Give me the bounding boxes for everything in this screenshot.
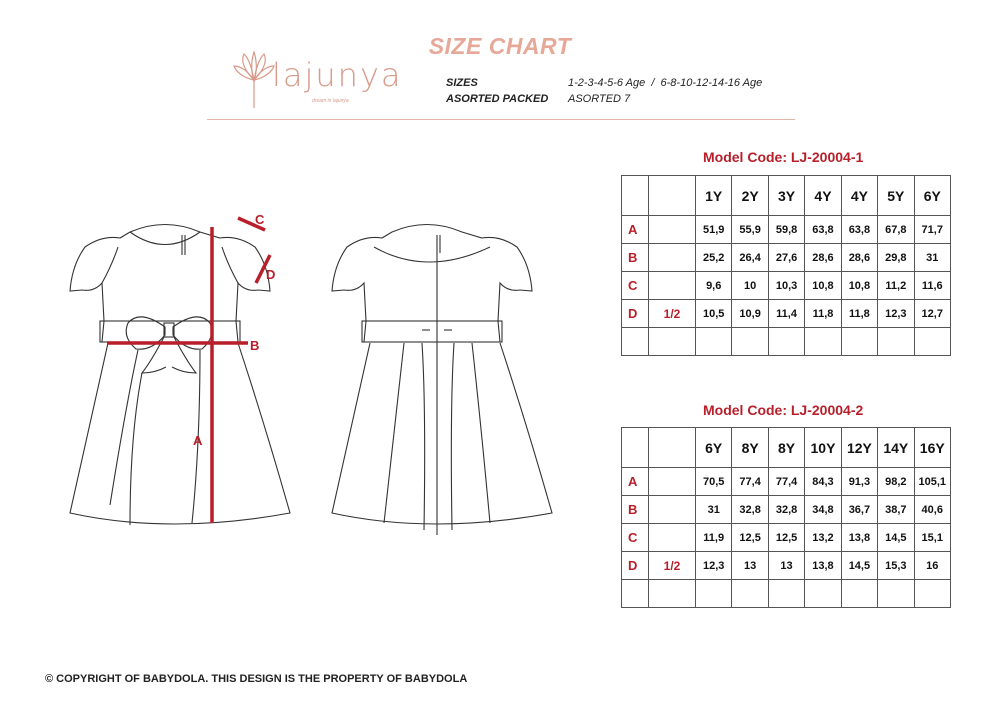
table-cell (878, 328, 914, 356)
table-row (622, 496, 951, 524)
table-cell: 98,2 (878, 468, 914, 496)
table-cell: 11,8 (841, 300, 877, 328)
row-note (649, 244, 696, 272)
table-cell: 51,9 (696, 216, 732, 244)
size-header: 10Y (805, 428, 841, 468)
row-letter: C (622, 524, 649, 552)
table-header-row (622, 428, 951, 468)
table-cell: 77,4 (768, 468, 804, 496)
table-cell (805, 328, 841, 356)
table-cell (878, 580, 914, 608)
table-row-empty (622, 580, 951, 608)
table-cell: 12,7 (914, 300, 950, 328)
table-cell (768, 328, 804, 356)
table-cell (841, 580, 877, 608)
row-note: 1/2 (649, 300, 696, 328)
row-note: 1/2 (649, 552, 696, 580)
table-cell: 9,6 (696, 272, 732, 300)
lotus-icon (232, 50, 276, 110)
table-row (622, 244, 951, 272)
table-cell: 32,8 (768, 496, 804, 524)
table-cell: 11,2 (878, 272, 914, 300)
page-title: SIZE CHART (428, 33, 572, 59)
size-table-2 (621, 427, 951, 608)
table-row (622, 300, 951, 328)
table-cell: 34,8 (805, 496, 841, 524)
table-cell: 28,6 (841, 244, 877, 272)
row-letter: D (622, 300, 649, 328)
table-cell: 91,3 (841, 468, 877, 496)
table-cell: 70,5 (696, 468, 732, 496)
row-note (649, 216, 696, 244)
size-header: 6Y (696, 428, 732, 468)
table-cell (732, 328, 768, 356)
table-cell: 36,7 (841, 496, 877, 524)
table-cell: 11,6 (914, 272, 950, 300)
table-cell: 63,8 (805, 216, 841, 244)
row-letter: A (622, 468, 649, 496)
table-cell (914, 328, 950, 356)
table-cell (914, 580, 950, 608)
brand-tagline: dream in lajunya (312, 98, 349, 104)
row-letter: D (622, 552, 649, 580)
row-letter: B (622, 244, 649, 272)
copyright-footer: © COPYRIGHT OF BABYDOLA. THIS DESIGN IS THE PROPERTY OF BABYDOLA (45, 673, 468, 685)
measure-label-d: D (266, 267, 276, 282)
table-row (622, 272, 951, 300)
table-cell: 32,8 (732, 496, 768, 524)
table-cell: 16 (914, 552, 950, 580)
table-cell: 12,5 (732, 524, 768, 552)
table-cell: 14,5 (878, 524, 914, 552)
table-cell: 28,6 (805, 244, 841, 272)
table-cell: 13 (732, 552, 768, 580)
table-cell (841, 328, 877, 356)
size-header: 3Y (768, 176, 804, 216)
size-header: 1Y (696, 176, 732, 216)
brand-logo (232, 50, 412, 112)
table-cell: 10,5 (696, 300, 732, 328)
table-cell (696, 580, 732, 608)
table-cell: 10,8 (805, 272, 841, 300)
table-cell: 12,3 (878, 300, 914, 328)
size-header: 12Y (841, 428, 877, 468)
table-cell: 59,8 (768, 216, 804, 244)
table-header-row (622, 176, 951, 216)
table-cell: 29,8 (878, 244, 914, 272)
table-cell: 13 (768, 552, 804, 580)
table-cell (649, 580, 696, 608)
table-cell: 12,3 (696, 552, 732, 580)
table-cell (696, 328, 732, 356)
size-header: 2Y (732, 176, 768, 216)
table-cell: 55,9 (732, 216, 768, 244)
table-cell: 10,3 (768, 272, 804, 300)
table-cell (732, 580, 768, 608)
table-cell (768, 580, 804, 608)
size-header: 5Y (878, 176, 914, 216)
size-header: 8Y (768, 428, 804, 468)
size-table-1 (621, 175, 951, 356)
row-letter: A (622, 216, 649, 244)
packed-label: ASORTED PACKED (446, 93, 549, 105)
table-cell: 27,6 (768, 244, 804, 272)
dress-back-view (332, 225, 552, 536)
model-code-1: Model Code: LJ-20004-1 (703, 149, 864, 165)
table-cell: 15,1 (914, 524, 950, 552)
sizes-value: 1-2-3-4-5-6 Age / 6-8-10-12-14-16 Age (568, 77, 763, 89)
table-cell: 31 (696, 496, 732, 524)
dress-front-view (70, 225, 290, 526)
table-row (622, 216, 951, 244)
table-cell: 10,9 (732, 300, 768, 328)
table-row-empty (622, 328, 951, 356)
table-cell: 71,7 (914, 216, 950, 244)
table-cell: 38,7 (878, 496, 914, 524)
row-note (649, 524, 696, 552)
table-cell: 13,8 (805, 552, 841, 580)
table-row (622, 552, 951, 580)
table-cell: 63,8 (841, 216, 877, 244)
table-cell (622, 328, 649, 356)
row-note (649, 496, 696, 524)
sizes-label: SIZES (446, 77, 478, 89)
table-cell (649, 328, 696, 356)
header-divider (207, 119, 795, 120)
table-cell: 10 (732, 272, 768, 300)
table-cell: 10,8 (841, 272, 877, 300)
size-header: 4Y (841, 176, 877, 216)
brand-name: lajunya (272, 56, 403, 94)
table-cell: 25,2 (696, 244, 732, 272)
row-note (649, 272, 696, 300)
table-cell: 15,3 (878, 552, 914, 580)
size-header: 16Y (914, 428, 950, 468)
table-cell (622, 580, 649, 608)
table-cell: 14,5 (841, 552, 877, 580)
table-cell: 84,3 (805, 468, 841, 496)
measure-label-a: A (193, 433, 203, 448)
row-letter: B (622, 496, 649, 524)
measure-label-c: C (255, 212, 265, 227)
table-cell: 11,9 (696, 524, 732, 552)
table-row (622, 524, 951, 552)
table-cell: 12,5 (768, 524, 804, 552)
size-header: 14Y (878, 428, 914, 468)
table-cell: 105,1 (914, 468, 950, 496)
size-header: 4Y (805, 176, 841, 216)
table-cell: 13,2 (805, 524, 841, 552)
dress-technical-drawing (60, 205, 570, 540)
table-cell: 26,4 (732, 244, 768, 272)
table-cell: 11,8 (805, 300, 841, 328)
model-code-2: Model Code: LJ-20004-2 (703, 402, 864, 418)
size-header: 8Y (732, 428, 768, 468)
table-cell: 13,8 (841, 524, 877, 552)
packed-value: ASORTED 7 (568, 93, 631, 105)
table-cell: 67,8 (878, 216, 914, 244)
table-cell: 77,4 (732, 468, 768, 496)
measure-label-b: B (250, 338, 260, 353)
row-letter: C (622, 272, 649, 300)
table-cell: 40,6 (914, 496, 950, 524)
table-cell: 31 (914, 244, 950, 272)
size-header: 6Y (914, 176, 950, 216)
table-cell: 11,4 (768, 300, 804, 328)
row-note (649, 468, 696, 496)
table-row (622, 468, 951, 496)
table-cell (805, 580, 841, 608)
